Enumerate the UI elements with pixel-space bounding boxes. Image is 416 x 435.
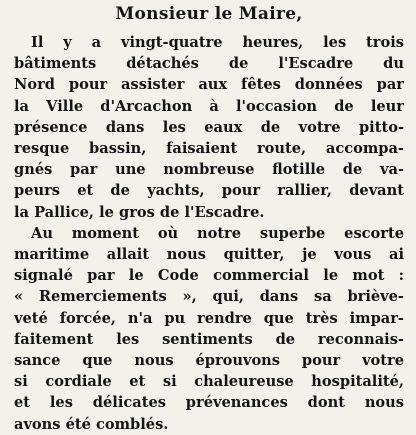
text-line: sance que nous éprouvons pour votre xyxy=(14,352,404,370)
text-line: maritime allait nous quitter, je vous ai xyxy=(14,246,404,264)
text-line: avons été comblés. xyxy=(14,415,169,433)
letter-salutation: Monsieur le Maire, xyxy=(115,4,303,24)
paragraph-thanks xyxy=(14,223,404,435)
paragraph-departure xyxy=(14,32,404,223)
text-line: faitement les sentiments de reconnais- xyxy=(14,330,404,348)
text-line: Au moment où notre superbe escorte xyxy=(31,224,404,242)
text-line: resque bassin, faisaient route, accompa- xyxy=(14,140,404,158)
text-line: peurs et de yachts, pour rallier, devant xyxy=(14,182,404,200)
text-line: veté forcée, n'a pu rendre que très impar- xyxy=(14,309,404,327)
text-line: Nord pour assister aux fêtes données par xyxy=(14,76,404,94)
text-line: gnés par une nombreuse flotille de va- xyxy=(14,161,404,179)
text-line: la Ville d'Arcachon à l'occasion de leur xyxy=(14,97,404,115)
text-line: bâtiments détachés de l'Escadre du xyxy=(14,55,404,73)
text-line: si cordiale et si chaleureuse hospitalité, xyxy=(14,373,404,391)
text-line: et les délicates prévenances dont nous xyxy=(14,394,404,412)
text-line: « Remerciements », qui, dans sa briève- xyxy=(14,288,404,306)
text-line: présence dans les eaux de votre pitto- xyxy=(14,118,404,136)
text-line: Il y a vingt-quatre heures, les trois xyxy=(31,34,404,51)
text-line: signalé par le Code commercial le mot : xyxy=(14,267,404,285)
text-line: la Pallice, le gros de l'Escadre. xyxy=(14,203,265,221)
